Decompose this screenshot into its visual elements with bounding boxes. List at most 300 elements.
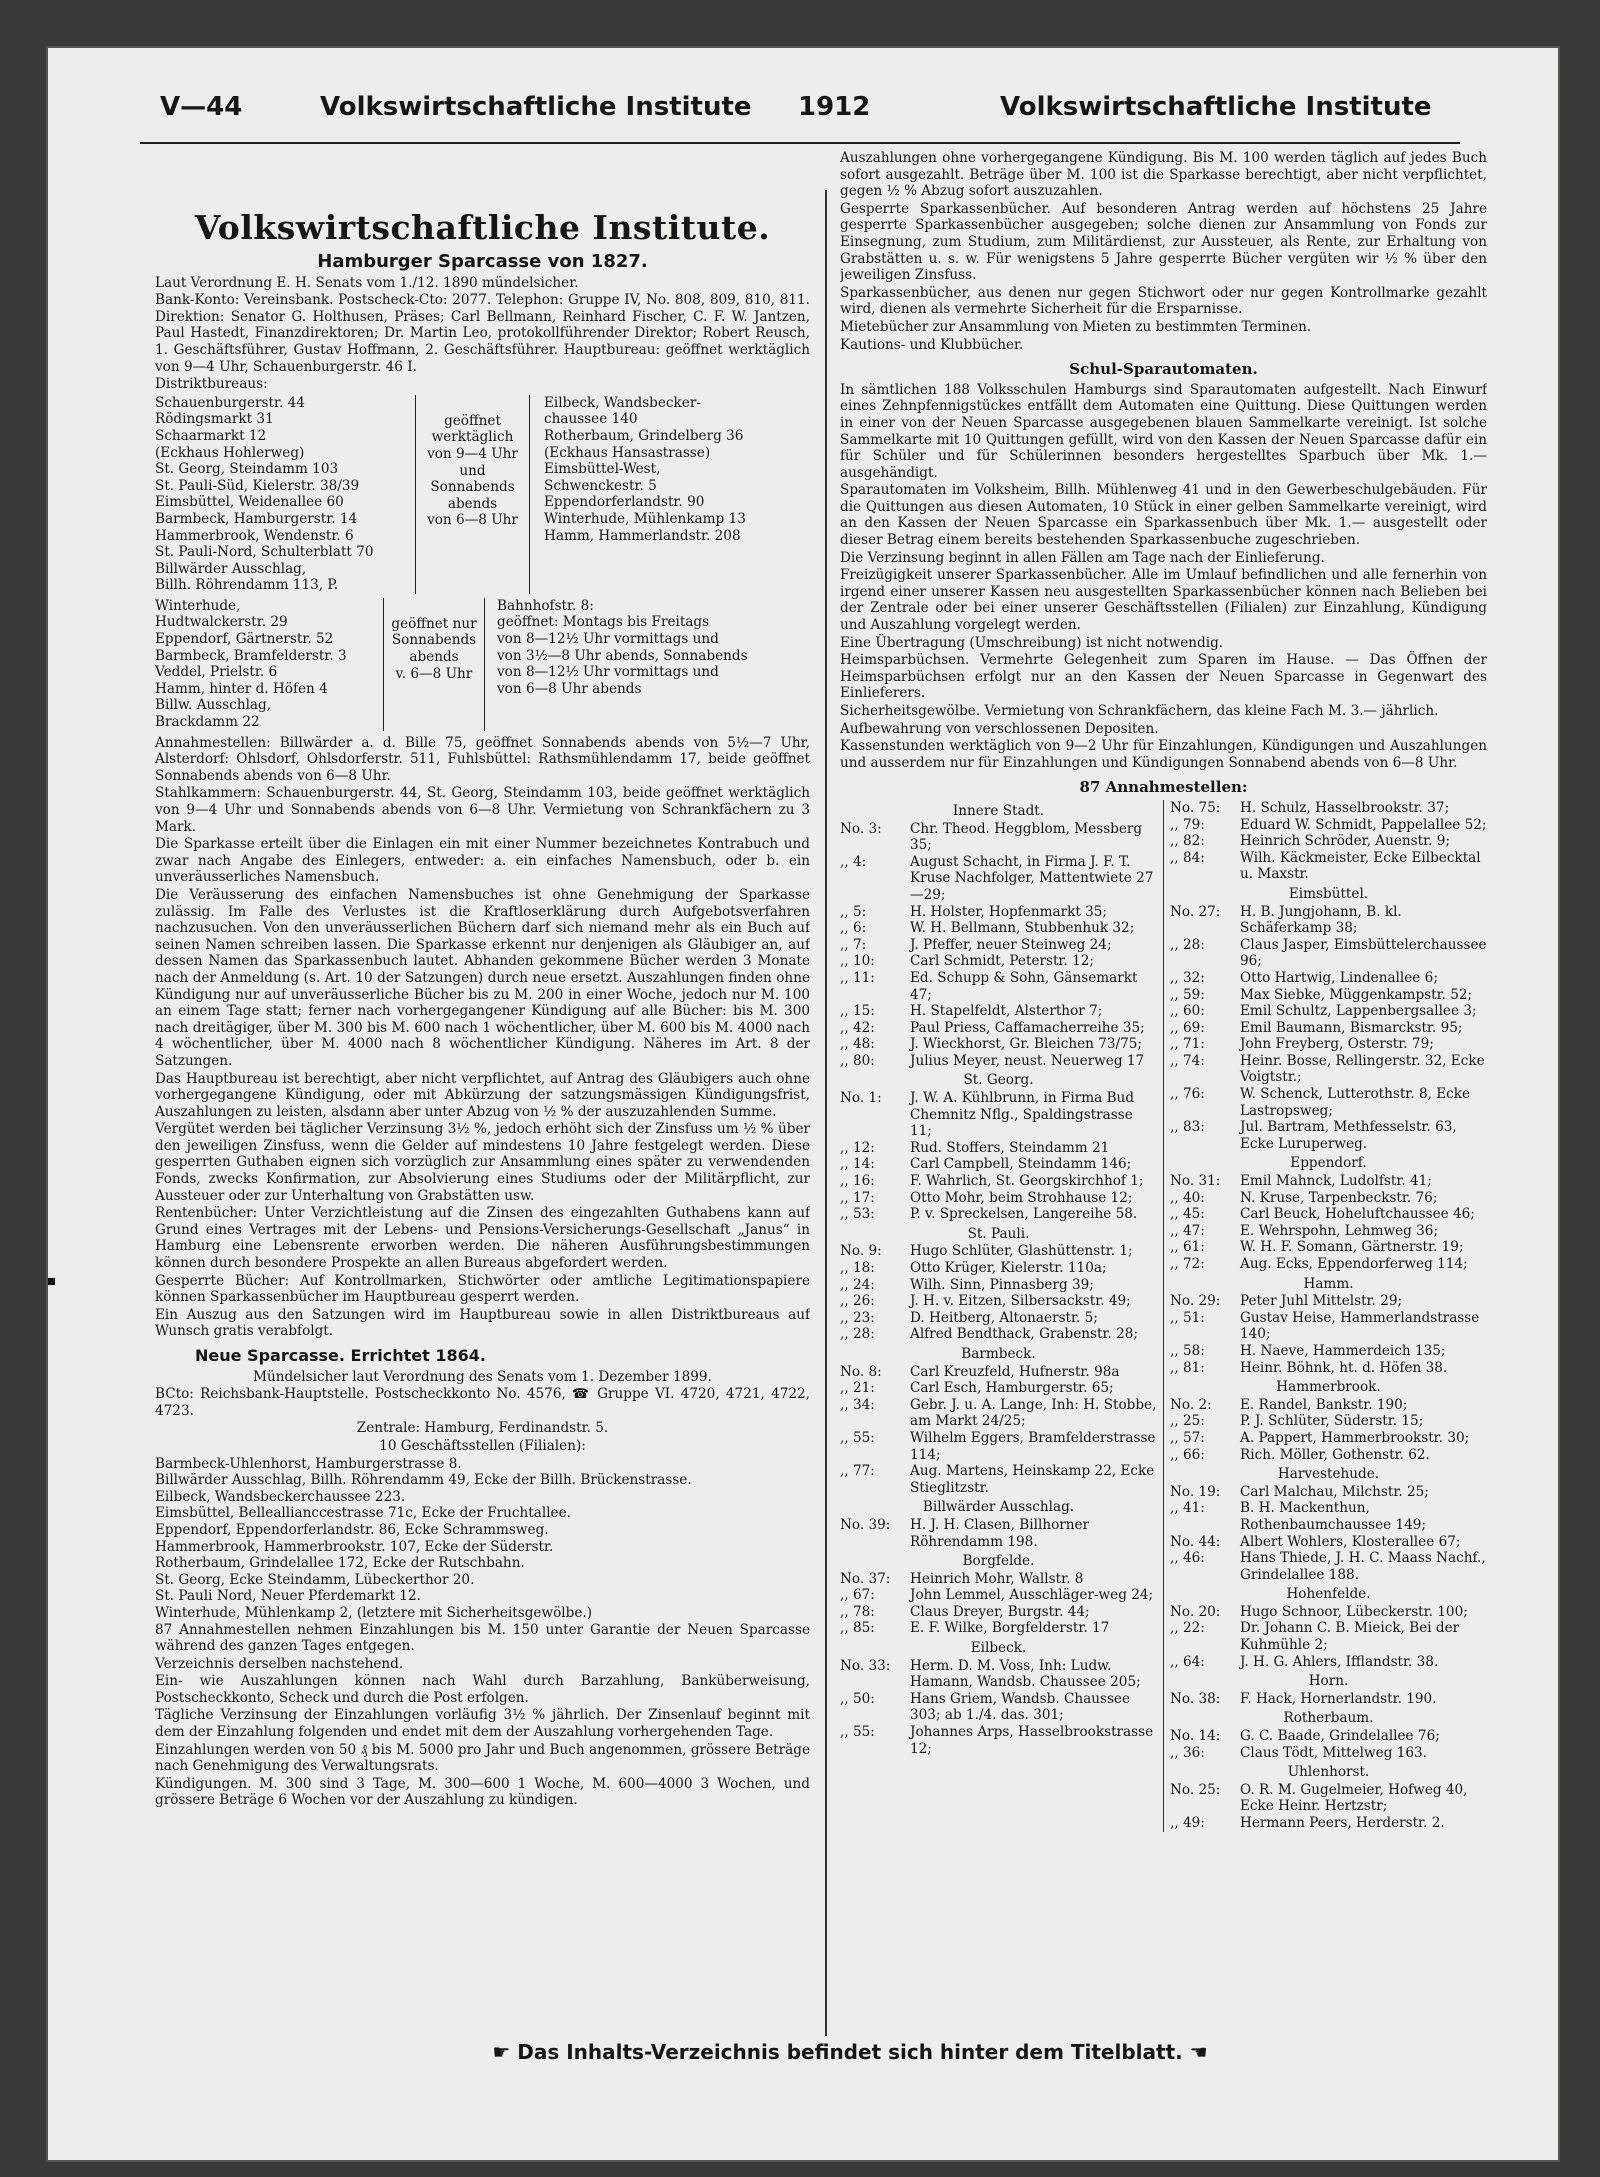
entry-address: Emil Schultz, Lappenbergsallee 3; [1240,1003,1477,1020]
info-line: BCto: Reichsbank-Hauptstelle. Postscheckkonto No. 4576, ☎ Gruppe VI. 4720, 4721, 4722, 4723. [155,1386,810,1419]
entry-address: Hermann Peers, Herderstr. 2. [1240,1815,1445,1831]
entry-address: Claus Jasper, Eimsbüttelerchaussee 96; [1240,936,1487,970]
schul-paragraphs [840,382,1487,772]
annahmestelle-entry [1170,1020,1487,1037]
entry-address: G. C. Baade, Grindelallee 76; [1240,1728,1440,1745]
district-group-2-hours [383,598,485,731]
entry-address: Carl Schmidt, Peterstr. 12; [910,953,1094,970]
district-address: von 6—8 Uhr abends [497,680,642,697]
annahmestelle-entry [1170,1119,1487,1152]
annahmestelle-entry [1170,1430,1487,1447]
district-address: Eimsbüttel-West, [544,461,661,478]
district-heading: Eilbeck. [970,1640,1027,1657]
entry-number: No. 19: [1170,1483,1221,1500]
annahmestelle-entry [1170,1654,1487,1671]
district-address: Hammerbrook, Wendenstr. 6 [155,527,354,544]
entry-address: Carl Kreuzfeld, Hufnerstr. 98a [910,1363,1120,1380]
entry-number: ,, 85: [840,1620,875,1637]
district-heading: St. Pauli. [967,1225,1030,1242]
entry-number: ,, 58: [1170,1342,1205,1359]
paragraph: Die Veräusserung des einfachen Namensbuches ist ohne Genehmigung der Sparkasse zulässig. Im Falle des Verlustes ist die Kraftloserklärung durch Aufgebotsverfahren nachzusuchen. Von den unveräusserlichen Büchern darf sich niemand mehr als ein Buch auf seinen Namen schreiben lassen. Die Sparkasse erkennt nur denjenigen als Gläubiger an, auf dessen Namen das Sparkassenbuch lautet. Abhanden gekommene Bücher werden 3 Monate nach der Anmeldung (s. Art. 10 der Satzungen) durch neue ersetzt. Auszahlungen finden ohne Kündigung nur auf unveräusserliche Bücher bis zu M. 200 in einer Woche, jedoch nur M. 100 an einem Tage statt; ferner nach vorhergegangener Kündigung auf alle Bücher: bis M. 300 nach dreitägiger, über M. 300 bis M. 600 nach 1 wöchentlicher, über M. 600 bis M. 4000 nach 4 wöchentlicher, über M. 4000 nach 8 wöchentlicher Kündigung. Näheres im Art. 8 der Satzungen. [155,886,810,1069]
entry-number: No. 38: [1170,1690,1221,1707]
annahmestelle-entry [1170,1036,1487,1053]
annahmestelle-entry [840,953,1157,970]
district-address: Hudtwalckerstr. 29 [155,614,288,631]
district-heading: Distriktbureaus: [155,376,268,393]
annahmestelle-entry [840,1326,1157,1343]
entry-number: ,, 53: [840,1206,875,1223]
annahmestelle-entry [1170,1086,1487,1119]
annahmestelle-entry [1170,1397,1487,1414]
entry-address: J. Wieckhorst, Gr. Bleichen 73/75; [910,1036,1143,1053]
entry-address: Ed. Schupp & Sohn, Gänsemarkt 47; [910,969,1138,1003]
opening-hours-line: Sonnabends [430,479,515,496]
entry-number: ,, 14: [840,1156,875,1173]
entry-number: ,, 26: [840,1293,875,1310]
opening-hours-line: Sonnabends [391,632,477,649]
entry-address: Dr. Johann C. B. Mieick, Bei der Kuhmühle 2; [1240,1620,1460,1654]
entry-address: Eduard W. Schmidt, Pappelallee 52; [1240,816,1487,833]
neue-sparcasse-info [155,1369,810,1455]
entry-address: Albert Wohlers, Klosterallee 67; [1240,1533,1461,1550]
entry-address: W. Schenck, Lutterothstr. 8, Ecke Lastropsweg; [1240,1086,1471,1119]
annahmestelle-entry [840,1691,1157,1724]
annahmestelle-entry [840,1571,1157,1588]
annahmestelle-entry [840,1053,1157,1070]
entry-address: Hugo Schlüter, Glashüttenstr. 1; [910,1243,1133,1260]
entry-number: ,, 48: [840,1036,875,1053]
opening-hours-line: werktäglich [431,429,514,446]
annahmestelle-entry [840,1277,1157,1294]
header-left-title: Volkswirtschaftliche Institute [320,92,752,122]
paragraph: Sparkassenbücher, aus denen nur gegen Stichwort oder nur gegen Kontrollmarke gezahlt wird, dienen als vermehrte Sicherheit für die Ersparnisse. [840,284,1487,318]
district-address: Bahnhofstr. 8: [497,597,594,614]
footer-text: Das Inhalts-Verzeichnis befindet sich hinter dem Titelblatt. [517,2040,1183,2064]
entry-number: ,, 16: [840,1173,875,1190]
district-heading: Harvestehude. [1277,1466,1380,1483]
annahmestelle-entry [1170,1360,1487,1377]
annahmestelle-entry [1170,1534,1487,1551]
annahmestelle-entry [840,1243,1157,1260]
annahmestelle-entry [1170,1190,1487,1207]
entry-number: ,, 5: [840,903,867,920]
annahmestelle-entry [1170,970,1487,987]
entry-number: ,, 55: [840,1429,875,1446]
entry-address: E. Randel, Bankstr. 190; [1240,1396,1408,1413]
paragraph: Rentenbücher: Unter Verzichtleistung auf die Zinsen des eingezahlten Guthabens kann auf Grund eines Vertrages mit der Lebens- und Pensions-Versicherungs-Gesellschaft „Janus“ in Hamburg eine Lebensrente erworben werden. Die näheren Ausführungsbestimmungen können durch besondere Prospekte an allen Bureaus abgefordert werden. [155,1205,810,1272]
district-address: geöffnet: Montags bis Freitags [497,614,710,631]
district-address: von 8—12½ Uhr vormittags und [497,664,719,681]
entry-address: Rud. Stoffers, Steindamm 21 [910,1139,1110,1156]
neue-sparcasse-title: Neue Sparcasse. Errichtet 1864. [195,1346,486,1365]
annahmestelle-entry [840,1036,1157,1053]
district-heading: Hohenfelde. [1286,1586,1371,1603]
entry-address: Rich. Möller, Gothenstr. 62. [1240,1446,1430,1463]
district-address: Barmbeck, Bramfelderstr. 3 [155,647,347,664]
entry-number: No. 1: [840,1090,882,1107]
district-address: Billh. Röhrendamm 113, P. [155,577,339,594]
entry-address: Herm. D. M. Voss, Inh: Ludw. Hamann, Wandsb. Chaussee 205; [910,1657,1141,1691]
district-address: (Eckhaus Hansastrasse) [544,444,711,461]
annahmestellen-table [840,800,1487,1832]
annahmestelle-entry [1170,1745,1487,1762]
entry-address: W. H. Bellmann, Stubbenhuk 32; [910,920,1135,937]
opening-hours-line: und [459,462,486,479]
filiale-address: Rotherbaum, Grindelallee 172, Ecke der Rutschbahn. [155,1555,525,1572]
annahmestelle-entry [1170,817,1487,834]
entry-address: Johannes Arps, Hasselbrookstrasse 12; [910,1724,1154,1757]
filialen-list [155,1456,810,1622]
entry-address: J. H. G. Ahlers, Ifflandstr. 38. [1240,1653,1439,1670]
annahmestelle-entry [840,1620,1157,1637]
annahmestelle-entry [1170,1413,1487,1430]
filiale-address: Hammerbrook, Hammerbrookstr. 107, Ecke der Süderstr. [155,1538,554,1555]
pointing-hand-right-icon: ☚ [1189,2040,1208,2064]
entry-address: Aug. Martens, Heinskamp 22, Ecke Stieglitzstr. [910,1463,1155,1496]
filiale-address: Eimsbüttel, Belleallianccestrasse 71c, Ecke der Fruchtallee. [155,1505,571,1522]
entry-number: ,, 21: [840,1380,875,1397]
entry-address: Max Siebke, Müggenkampstr. 52; [1240,986,1473,1003]
annahmestelle-entry [840,1430,1157,1463]
annahmestelle-entry [840,1173,1157,1190]
entry-number: No. 29: [1170,1293,1221,1310]
annahmestelle-entry [840,1658,1157,1691]
district-address: St. Georg, Steindamm 103 [155,461,339,478]
district-heading: Horn. [1308,1673,1349,1690]
entry-number: ,, 6: [840,920,867,937]
annahmestelle-entry [1170,1293,1487,1310]
entry-address: Heinrich Schröder, Auenstr. 9; [1240,833,1450,850]
opening-hours-line: von 6—8 Uhr [427,512,518,529]
entry-number: ,, 67: [840,1587,875,1604]
district-address: Hamm, hinter d. Höfen 4 [155,680,328,697]
entry-number: ,, 11: [840,969,875,986]
info-line: Mündelsicher laut Verordnung des Senats vom 1. Dezember 1899. [253,1368,712,1385]
district-heading: Barmbeck. [961,1345,1036,1362]
annahmestelle-entry [1170,937,1487,970]
district-group-1-left [155,395,415,594]
district-heading: Uhlenhorst. [1287,1764,1370,1781]
entry-number: ,, 66: [1170,1446,1205,1463]
pointing-hand-left-icon: ☛ [492,2040,511,2064]
entry-address: H. Stapelfeldt, Alsterthor 7; [910,1003,1103,1020]
annahmestelle-entry [1170,904,1487,937]
district-group-2-right [485,598,810,731]
sparcasse-1827-title: Hamburger Sparcasse von 1827. [317,251,648,272]
annahmestelle-entry [1170,1223,1487,1240]
entry-number: ,, 49: [1170,1815,1205,1831]
annahmestelle-entry [1170,1815,1487,1832]
entry-number: ,, 82: [1170,833,1205,850]
main-title: Volkswirtschaftliche Institute. [194,208,771,247]
entry-number: No. 8: [840,1363,882,1380]
district-heading: Billwärder Ausschlag. [922,1499,1075,1516]
paragraph: Tägliche Verzinsung der Einzahlungen vorläufig 3½ % jährlich. Der Zinsenlauf beginnt mit dem der Einzahlung folgenden und endet mit dem der Auszahlung vorhergehenden Tage. [155,1707,810,1741]
annahmestelle-entry [1170,1550,1487,1583]
entry-number: ,, 12: [840,1139,875,1156]
entry-address: Claus Dreyer, Burgstr. 44; [910,1603,1090,1620]
annahmestelle-entry [840,1463,1157,1496]
entry-address: B. H. Mackenthun, Rothenbaumchaussee 149; [1240,1500,1427,1533]
opening-hours-line: geöffnet nur [391,615,477,632]
district-address: (Eckhaus Hohlerweg) [155,444,305,461]
annahmestelle-entry [840,1310,1157,1327]
entry-address: D. Heitberg, Altonaerstr. 5; [910,1309,1098,1326]
entry-number: ,, 25: [1170,1413,1205,1430]
entry-address: Otto Hartwig, Lindenallee 6; [1240,969,1438,986]
entry-number: No. 3: [840,820,882,837]
entry-number: ,, 57: [1170,1429,1205,1446]
paragraph: Gesperrte Bücher: Auf Kontrollmarken, Stichwörter oder amtliche Legitimationspapiere können Sparkassenbücher im Hauptbureau gesperrt werden. [155,1272,810,1306]
entry-number: ,, 76: [1170,1086,1205,1103]
district-address: Billwärder Ausschlag, [155,560,307,577]
entry-address: Hans Griem, Wandsb. Chaussee 303; ab 1./4. das. 301; [910,1690,1131,1724]
entry-number: ,, 61: [1170,1239,1205,1256]
sparcasse-1827-paragraphs [155,735,810,1340]
annahmestelle-entry [840,1380,1157,1397]
paragraph: Annahmestellen: Billwärder a. d. Bille 75, geöffnet Sonnabends abends von 5½—7 Uhr, Alsterdorf: Ohlsdorf, Ohlsdorferstr. 511, Fuhlsbüttel: Rathsmühlendamm 17, beide geöffnet Sonnabends abends von 6—8 Uhr. [155,734,810,784]
paragraph: Sicherheitsgewölbe. Vermietung von Schrankfächern, das kleine Fach M. 3.— jährlich. [840,703,1439,719]
annahmestelle-entry [840,1206,1157,1223]
entry-number: ,, 77: [840,1463,875,1480]
entry-address: P. J. Schlüter, Süderstr. 15; [1240,1413,1424,1430]
district-address: Winterhude, Mühlenkamp 13 [544,510,746,527]
district-group-2 [155,598,810,731]
entry-address: Chr. Theod. Heggblom, Messberg 35; [910,820,1143,854]
entry-address: Carl Campbell, Steindamm 146; [910,1156,1132,1173]
district-heading: Innere Stadt. [952,802,1045,819]
entry-number: ,, 64: [1170,1653,1205,1670]
entry-address: F. Wahrlich, St. Georgskirchhof 1; [910,1173,1144,1190]
filiale-address: Winterhude, Mühlenkamp 2, (letztere mit Sicherheitsgewölbe.) [155,1604,593,1621]
district-heading: Rotherbaum. [1283,1710,1374,1727]
entry-address: Julius Meyer, neust. Neuerweg 17 [910,1052,1145,1069]
entry-number: No. 20: [1170,1603,1221,1620]
district-address: Eppendorferlandstr. 90 [544,494,705,511]
entry-address: Wilh. Sinn, Pinnasberg 39; [910,1276,1094,1293]
district-address: von 8—12½ Uhr vormittags und [497,631,719,648]
right-top-paragraphs [840,150,1487,353]
entry-number: ,, 34: [840,1396,875,1413]
district-heading: Eppendorf. [1290,1155,1367,1172]
header-rule [140,142,1460,144]
running-header [110,92,1430,148]
entry-address: H. B. Jungjohann, B. kl. Schäferkamp 38; [1240,903,1402,937]
entry-address: A. Pappert, Hammerbrookstr. 30; [1240,1429,1470,1446]
annahmestelle-entry [1170,800,1487,817]
paragraph: Die Verzinsung beginnt in allen Fällen am Tage nach der Einlieferung. [840,549,1325,566]
entry-address: Carl Malchau, Milchstr. 25; [1240,1483,1429,1500]
entry-address: F. Hack, Hornerlandstr. 190. [1240,1690,1437,1707]
right-column [840,150,1487,2032]
entry-number: ,, 4: [840,853,867,870]
entry-number: ,, 36: [1170,1744,1205,1761]
entry-number: No. 31: [1170,1173,1221,1190]
opening-hours-line: von 9—4 Uhr [427,445,518,462]
paragraph: Eine Übertragung (Umschreibung) ist nicht notwendig. [840,634,1224,651]
district-address: Hamm, Hammerlandstr. 208 [544,527,741,544]
entry-number: No. 14: [1170,1728,1221,1745]
district-address: Winterhude, [155,597,241,614]
page-number: V—44 [160,92,243,122]
district-address: Schaarmarkt 12 [155,427,267,444]
entry-address: J. W. A. Kühlbrunn, in Firma Bud Chemnitz Nflg., Spaldingstrasse 11; [910,1090,1135,1140]
annahmestelle-entry [1170,850,1487,883]
district-address: chaussee 140 [544,411,638,428]
entry-number: ,, 55: [840,1724,875,1741]
entry-address: Jul. Bartram, Methfesselstr. 63, Ecke Luruperweg. [1240,1119,1457,1152]
annahmestelle-entry [1170,1728,1487,1745]
entry-number: ,, 79: [1170,816,1205,833]
paragraph: Auszahlungen ohne vorhergegangene Kündigung. Bis M. 100 werden täglich auf jedes Buch sofort ausgezahlt. Beträge über M. 100 ist die Sparkasse berechtigt, aber nicht verpflichtet, gegen ½ % Abzug sofort auszuzahlen. [840,150,1487,200]
entry-address: W. H. F. Somann, Gärtnerstr. 19; [1240,1239,1464,1256]
annahmestelle-entry [840,1517,1157,1550]
entry-address: Heinr. Bosse, Rellingerstr. 32, Ecke Voigtstr.; [1240,1052,1485,1086]
annahmestelle-entry [840,1090,1157,1140]
district-address: Brackdamm 22 [155,714,260,731]
entry-address: H. Schulz, Hasselbrookstr. 37; [1240,799,1450,816]
entry-number: ,, 24: [840,1276,875,1293]
footer-note [410,2040,1290,2068]
entry-address: Claus Tödt, Mittelweg 163. [1240,1744,1427,1761]
neue-sparcasse-paragraphs [155,1622,810,1810]
entry-address: Otto Mohr, beim Strohhause 12; [910,1189,1133,1206]
district-address: Veddel, Prielstr. 6 [155,664,278,681]
column-divider [825,190,827,2036]
district-address: Schwenckestr. 5 [544,477,657,494]
paragraph: Das Hauptbureau ist berechtigt, aber nicht verpflichtet, auf Antrag des Gläubigers auch ohne vorhergegangene Kündigung, oder mit Abkürzung der satzungsmässigen Kündigungsfrist, Auszahlungen zu leisten, alsdann aber unter Abzug von ½ % der auszuzahlenden Summe. [155,1070,810,1120]
filiale-address: St. Georg, Ecke Steindamm, Lübeckerthor 20. [155,1571,475,1588]
entry-number: ,, 74: [1170,1052,1205,1069]
entry-address: Wilhelm Eggers, Bramfelderstrasse 114; [910,1429,1156,1463]
annahmestelle-entry [1170,1310,1487,1343]
entry-number: No. 9: [840,1243,882,1260]
entry-address: Carl Esch, Hamburgerstr. 65; [910,1380,1114,1397]
annahmestelle-entry [840,1364,1157,1381]
entry-address: Otto Krüger, Kielerstr. 110a; [910,1260,1107,1276]
filiale-address: St. Pauli Nord, Neuer Pferdemarkt 12. [155,1588,421,1605]
paragraph: 87 Annahmestellen nehmen Einzahlungen bis M. 150 unter Garantie der Neuen Sparcasse während des ganzen Tages entgegen. [155,1621,810,1655]
entry-address: August Schacht, in Firma J. F. T. Kruse Nachfolger, Mattentwiete 27—29; [910,853,1154,903]
entry-number: ,, 28: [1170,936,1205,953]
opening-hours-line: abends [447,495,498,512]
annahmestelle-entry [1170,1620,1487,1653]
entry-number: ,, 80: [840,1052,875,1069]
paragraph: Sparautomaten im Volksheim, Billh. Mühlenweg 41 und in den Gewerbeschulgebäuden. Für die Quittungen aus diesen Automaten, 10 Stück in einer gelben Sammelkarte vereinigt, wird an den Kassen der Neuen Sparcasse ein Sparkassenbuch über Mk. 1.— ausgestellt oder dieser Betrag einem bereits bestehenden Sparkassenbuche zugeschrieben. [840,482,1487,549]
district-address: Billw. Ausschlag, [155,697,272,714]
paragraph: Einzahlungen werden von 50 ₰ bis M. 5000 pro Jahr und Buch angenommen, grössere Beträge nach Genehmigung des Verwaltungsrats. [155,1741,810,1775]
paragraph: Aufbewahrung von verschlossenen Depositen. [840,720,1159,737]
paragraph: Mietebücher zur Ansammlung von Mieten zu bestimmten Terminen. [840,318,1312,335]
district-address: Schauenburgerstr. 44 [155,394,305,411]
entry-number: ,, 81: [1170,1359,1205,1376]
entry-address: Paul Priess, Caffamacherreihe 35; [910,1019,1145,1036]
annahmestelle-entry [840,937,1157,954]
annahmestelle-entry [840,1156,1157,1173]
opening-hours-line: geöffnet [444,412,501,429]
paragraph: Kassenstunden werktäglich von 9—2 Uhr für Einzahlungen, Kündigungen und Auszahlungen und ausserdem nur für Einzahlungen und Kündigungen Sonnabend abends von 6—8 Uhr. [840,738,1487,771]
entry-address: Alfred Bendthack, Grabenstr. 28; [910,1326,1138,1343]
entry-number: ,, 72: [1170,1256,1205,1272]
annahmestelle-entry [840,1604,1157,1621]
entry-number: No. 44: [1170,1533,1221,1550]
filiale-address: Barmbeck-Uhlenhorst, Hamburgerstrasse 8. [155,1455,462,1472]
entry-address: Gebr. J. u. A. Lange, Inh: H. Stobbe, am Markt 24/25; [910,1396,1157,1430]
annahmestelle-entry [1170,1691,1487,1708]
entry-address: H. Naeve, Hammerdeich 135; [1240,1342,1446,1359]
annahmestelle-entry [1170,1484,1487,1501]
filiale-address: Billwärder Ausschlag, Billh. Röhrendamm 49, Ecke der Billh. Brückenstrasse. [155,1472,692,1489]
annahmestelle-entry [840,1190,1157,1207]
district-group-2-left [155,598,383,731]
annahmestelle-entry [1170,1782,1487,1815]
entry-address: Heinrich Mohr, Wallstr. 8 [910,1570,1084,1587]
district-address: St. Pauli-Nord, Schulterblatt 70 [155,544,374,561]
entry-number: ,, 47: [1170,1222,1205,1239]
annahmestelle-entry [1170,1053,1487,1086]
filiale-address: Eppendorf, Eppendorferlandstr. 86, Ecke Schrammsweg. [155,1521,549,1538]
district-address: St. Pauli-Süd, Kielerstr. 38/39 [155,477,360,494]
annahmestelle-entry [1170,1173,1487,1190]
entry-number: ,, 7: [840,936,867,953]
entry-number: ,, 46: [1170,1550,1205,1567]
district-group-1-right [530,395,810,594]
entry-address: E. F. Wilke, Borgfelderstr. 17 [910,1620,1110,1637]
paragraph: Kautions- und Klubbücher. [840,336,1024,353]
entry-number: ,, 28: [840,1326,875,1343]
entry-number: ,, 18: [840,1260,875,1276]
annahmestelle-entry [840,1003,1157,1020]
annahmestelle-entry [840,1020,1157,1037]
entry-address: H. J. H. Clasen, Billhorner Röhrendamm 198. [910,1516,1090,1550]
annahmestelle-entry [840,1293,1157,1310]
info-line: 10 Geschäftsstellen (Filialen): [379,1437,586,1454]
annahmestellen-title: 87 Annahmestellen: [1079,778,1248,797]
entry-number: No. 25: [1170,1781,1221,1798]
entry-number: ,, 69: [1170,1019,1205,1036]
decree-line: Laut Verordnung E. H. Senats vom 1./12. 1890 mündelsicher. [155,274,579,291]
entry-address: Emil Baumann, Bismarckstr. 95; [1240,1019,1463,1036]
district-heading: Eimsbüttel. [1288,885,1369,902]
entry-number: ,, 32: [1170,969,1205,986]
annahmestelle-entry [840,1587,1157,1604]
entry-number: ,, 10: [840,953,875,970]
district-address: Eimsbüttel, Weidenallee 60 [155,494,344,511]
annahmestelle-entry [1170,1500,1487,1533]
paragraph: Vergütet werden bei täglicher Verzinsung 3½ %, jedoch erhöht sich der Zinsfuss um ½ % über den jeweiligen Zinsfuss, wenn die Gelder auf mindestens 10 Jahre festgelegt werden. Diese gesperrten Guthaben eignen sich vorzüglich zur Ansammlung eines später zu verwendenden Fonds, zwecks Konfirmation, zur Absolvierung eines Studiums oder der Militärpflicht, zur Aussteuer oder zur Unterhaltung von Grabstätten usw. [155,1121,810,1204]
entry-address: E. Wehrspohn, Lehmweg 36; [1240,1222,1439,1239]
entry-number: ,, 17: [840,1189,875,1206]
entry-address: Heinr. Böhnk, ht. d. Höfen 38. [1240,1359,1448,1376]
annahmestellen-right [1163,800,1487,1832]
opening-hours-line: abends [409,649,459,666]
entry-address: Gustav Heise, Hammerlandstrasse 140; [1240,1309,1480,1343]
annahmestelle-entry [840,920,1157,937]
paragraph: Ein- wie Auszahlungen können nach Wahl durch Barzahlung, Banküberweisung, Postscheckkonto, Scheck und durch die Post erfolgen. [155,1673,810,1706]
annahmestelle-entry [840,904,1157,921]
entry-number: ,, 40: [1170,1189,1205,1206]
district-heading: Hammerbrook. [1276,1379,1381,1396]
opening-hours-line: v. 6—8 Uhr [395,665,473,682]
paragraph: Gesperrte Sparkassenbücher. Auf besonderen Antrag werden auf höchstens 25 Jahre gesperrte Sparkassenbücher ausgegeben; solche dienen zur Ansammlung von Fonds zur Einsegnung, zum Studium, zum Militärdienst, zur Aussteuer, als Rente, zur Erhaltung von Grabstätten u. s. w. Für wenigstens 5 Jahre gesperrte Bücher vergüten wir ½ % über den jeweiligen Zinsfuss. [840,200,1487,284]
entry-number: ,, 51: [1170,1309,1205,1326]
entry-address: John Freyberg, Osterstr. 79; [1240,1036,1434,1053]
schul-sparautomaten-title: Schul-Sparautomaten. [1069,360,1258,379]
entry-number: ,, 23: [840,1309,875,1326]
paragraph: Ein Auszug aus den Satzungen wird im Hauptbureau sowie in allen Distriktbureaus auf Wunsch gratis verabfolgt. [155,1306,810,1340]
entry-address: J. Pfeffer, neuer Steinweg 24; [910,936,1112,953]
entry-number: No. 37: [840,1570,891,1587]
